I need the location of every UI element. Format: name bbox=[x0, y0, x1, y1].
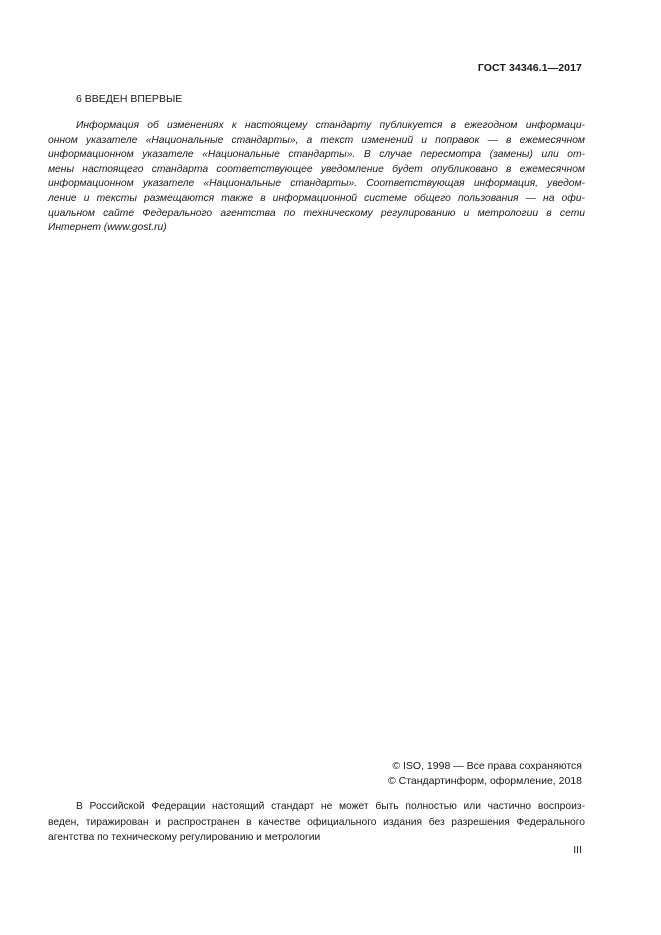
reproduction-notice bbox=[48, 799, 585, 846]
paragraph-line: циальном сайте Федерального агентства по техническому регулированию и метрологии в сети bbox=[48, 207, 585, 219]
paragraph-line: мены настоящего стандарта соответствующее уведомление будет опубликовано в ежемесячном bbox=[48, 163, 585, 175]
copyright-block bbox=[388, 759, 582, 788]
page-number: III bbox=[573, 844, 582, 856]
copyright-standartinform: © Стандартинформ, оформление, 2018 bbox=[387, 774, 582, 787]
notice-line: веден, тиражирован и распространен в качестве официального издания без разрешения Федерального bbox=[48, 816, 585, 828]
paragraph-line: информационном указателе «Национальные стандарты». В случае пересмотра (замены) или от- bbox=[48, 149, 585, 161]
paragraph-line: информационном указателе «Национальные стандарты». Соответствующая информация, уведом- bbox=[48, 178, 585, 190]
notice-line: агентства по техническому регулированию и метрологии bbox=[48, 832, 321, 843]
paragraph-line: ление и тексты размещаются также в информационной системе общего пользования — на офи- bbox=[48, 192, 585, 204]
section-heading: 6 ВВЕДЕН ВПЕРВЫЕ bbox=[76, 93, 183, 105]
amendments-info-paragraph bbox=[48, 119, 585, 236]
notice-line: В Российской Федерации настоящий стандарт не может быть полностью или частично воспроиз- bbox=[76, 801, 585, 812]
paragraph-line: онном указателе «Национальные стандарты», а текст изменений и поправок — в ежемесячном bbox=[48, 134, 585, 146]
copyright-iso: © ISO, 1998 — Все права сохраняются bbox=[392, 760, 582, 772]
document-code: ГОСТ 34346.1—2017 bbox=[477, 62, 582, 74]
paragraph-line: Информация об изменениях к настоящему стандарту публикуется в ежегодном информаци- bbox=[76, 120, 585, 131]
paragraph-line: Интернет (www.gost.ru) bbox=[48, 222, 167, 234]
